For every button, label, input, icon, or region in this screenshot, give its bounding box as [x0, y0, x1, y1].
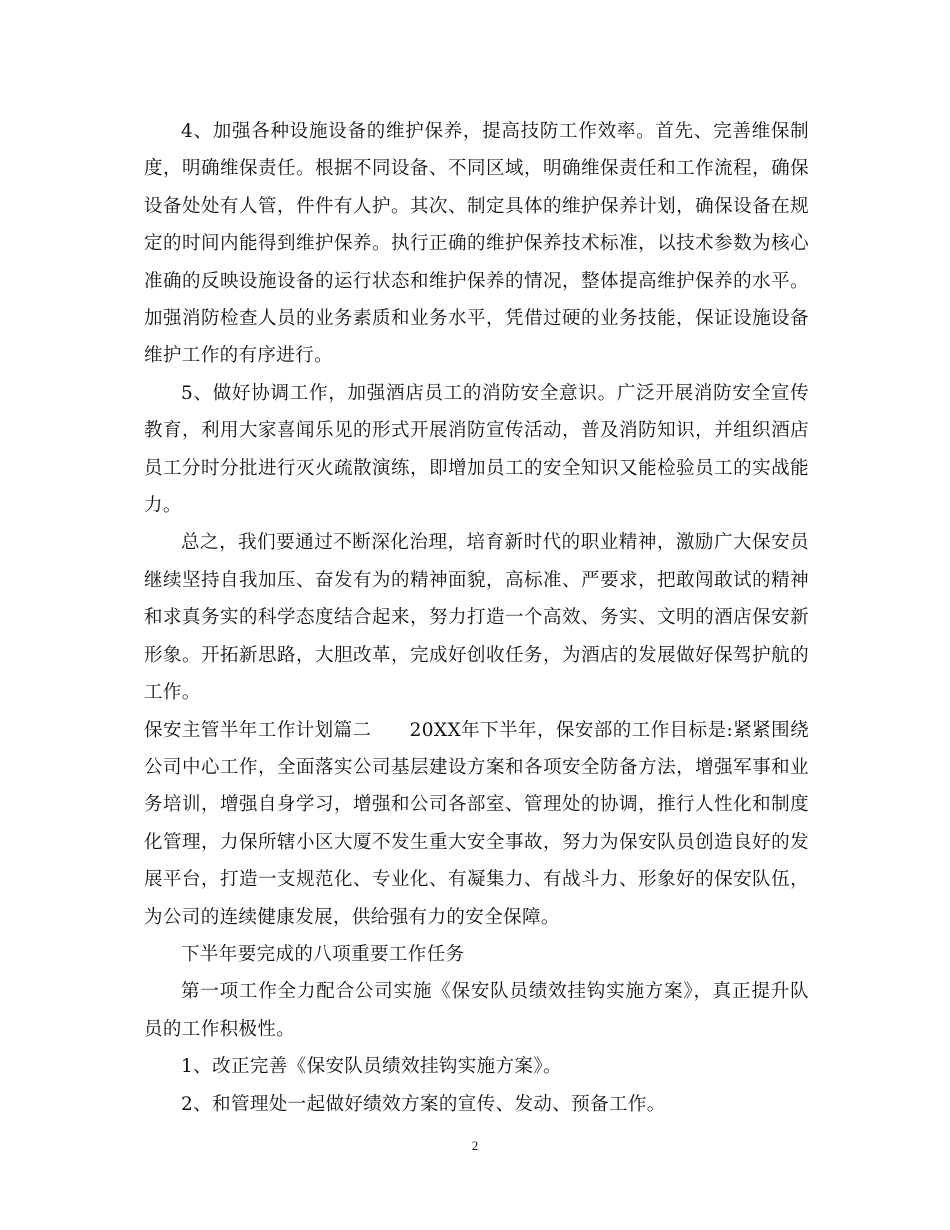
page-body [144, 113, 809, 1123]
paragraph-coordination: 5、做好协调工作，加强酒店员工的消防安全意识。广泛开展消防安全宣传教育，利用大家喜闻乐见的形式开展消防宣传活动，普及消防知识，并组织酒店员工分时分批进行灭火疏散演练，即增加员工的安全知识又能检验员工的实战能力。 [144, 382, 809, 517]
section-title: 保安主管半年工作计划篇二 [144, 719, 372, 741]
paragraph-summary: 总之，我们要通过不断深化治理，培育新时代的职业精神，激励广大保安员继续坚持自我加压、奋发有为的精神面貌，高标准、严要求，把敢闯敢试的精神和求真务实的科学态度结合起来，努力打造一个高效、务实、文明的酒店保安新形象。开拓新思路，大胆改革，完成好创收任务，为酒店的发展做好保驾护航的工作。 [144, 532, 809, 704]
list-item-1: 1、改正完善《保安队员绩效挂钩实施方案》。 [181, 1056, 562, 1078]
tasks-heading: 下半年要完成的八项重要工作任务 [181, 943, 465, 965]
page-number: 2 [471, 1138, 479, 1153]
task-one: 第一项工作全力配合公司实施《保安队员绩效挂钩实施方案》，真正提升队员的工作积极性。 [144, 981, 809, 1040]
paragraph-maintenance: 4、加强各种设施设备的维护保养，提高技防工作效率。首先、完善维保制度，明确维保责任。根据不同设备、不同区域，明确维保责任和工作流程，确保设备处处有人管，件件有人护。其次、制定具体的维护保养计划，确保设备在规定的时间内能得到维护保养。执行正确的维护保养技术标准，以技术参数为核心准确的反映设施设备的运行状态和维护保养的情况，整体提高维护保养的水平。加强消防检查人员的业务素质和业务水平，凭借过硬的业务技能，保证设施设备维护工作的有序进行。 [144, 121, 809, 367]
list-item-2: 2、和管理处一起做好绩效方案的宣传、发动、预备工作。 [181, 1093, 666, 1115]
section-paragraph [144, 712, 809, 936]
title-spacer [372, 720, 410, 741]
section-intro: 20XX年下半年，保安部的工作目标是:紧紧围绕公司中心工作，全面落实公司基层建设方案和各项安全防备方法，增强军事和业务培训，增强自身学习，增强和公司各部室、管理处的协调，推行人性化和制度化管理，力保所辖小区大厦不发生重大安全事故，努力为保安队员创造良好的发展平台，打造一支规范化、专业化、有凝集力、有战斗力、形象好的保安队伍，为公司的连续健康发展，供给强有力的安全保障。 [144, 719, 809, 928]
